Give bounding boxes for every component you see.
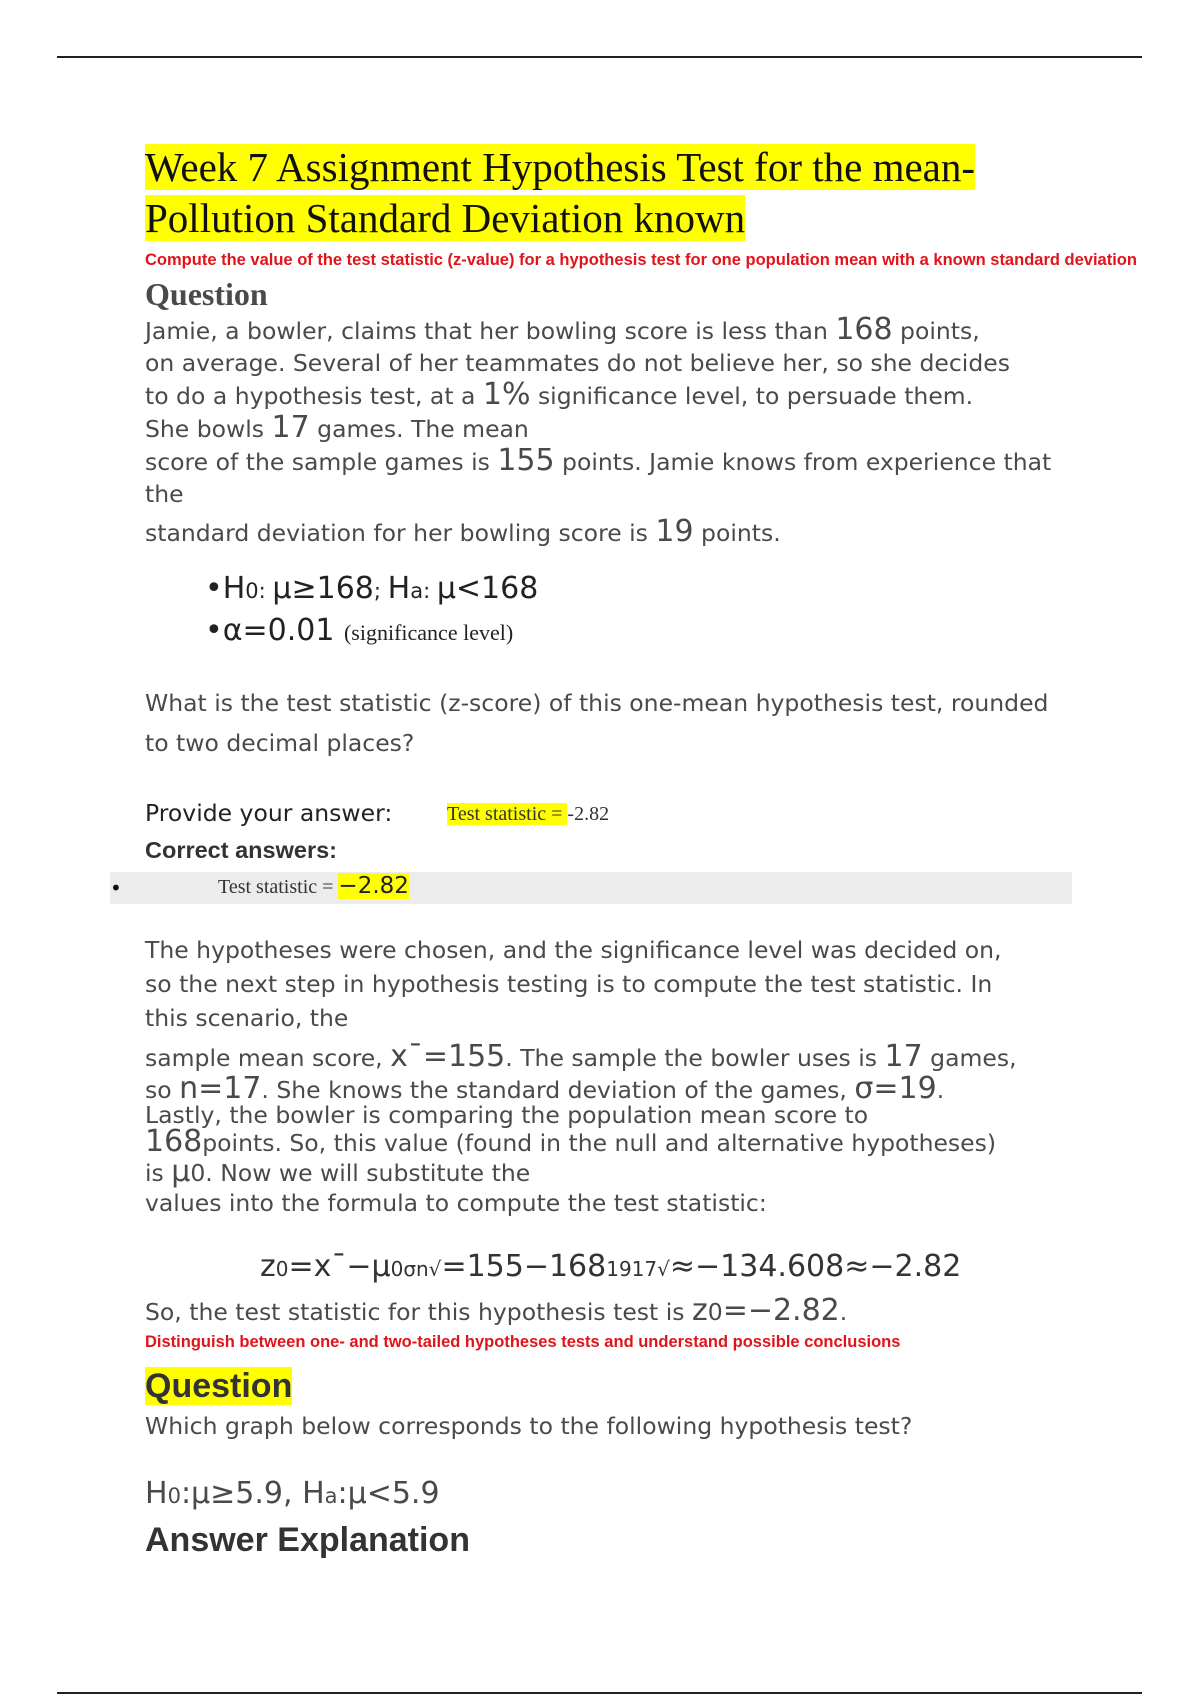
- bottom-rule: [57, 1692, 1142, 1694]
- question-heading: Question: [145, 276, 268, 312]
- correct-answer-value: Test statistic = −2.82: [218, 873, 409, 899]
- explanation: The hypotheses were chosen, and the significance level was decided on, so the next step in hypothesis testing is to compute the test statistic. In this scenario, the sample mean score, x¯=155. The sample the bowler uses is 17 games, so n=17. She knows the standard deviation of the games, σ=19. Lastly, the bowler is comparing the population mean score to 168points. So, this value (found in the null and alternative hypotheses) is μ0. Now we will substitute the values into the formula to compute the test statistic: z0=x¯−μ0σn√=155−1681917√≈−134.608≈−2.82 So, the test statistic for this hypothesis test is z0=−2.82. Distinguish between one- and two-tailed hypotheses tests and understand possible conclusions Question Which graph below corresponds to the following hypothesis test? H0:μ≥5.9, Ha:μ<5.9 Answer Explanation: [145, 933, 1145, 1560]
- provide-answer-label: Provide your answer:: [145, 799, 393, 827]
- correct-answers-label: Correct answers:: [145, 837, 337, 863]
- question-text: Jamie, a bowler, claims that her bowling score is less than 168 points, on average. Several of her teammates do not believe her, so she decides to do a hypothesis test, at a 1% significance level, to persuade them. She bowls 17 games. The mean score of the sample games is 155 points. Jamie knows from experience that the standard deviation for her bowling score is 19 points.: [145, 312, 1052, 549]
- title-line-2: Pollution Standard Deviation known: [145, 195, 746, 241]
- hypotheses-list: [205, 569, 1145, 653]
- provided-answer-row: [145, 799, 1145, 837]
- question-2-heading: Question: [145, 1367, 293, 1405]
- z-formula: z0=x¯−μ0σn√=155−1681917√≈−134.608≈−2.82: [260, 1249, 962, 1284]
- provided-answer-value: Test statistic = -2.82: [447, 803, 610, 825]
- bullet-icon: •: [110, 876, 122, 900]
- question-2-text: Which graph below corresponds to the following hypothesis test?: [145, 1412, 913, 1440]
- title-line-1: Week 7 Assignment Hypothesis Test for the mean-: [145, 144, 976, 190]
- significance-item: •α=0.01 (significance level): [205, 613, 514, 648]
- page-title: [145, 142, 1145, 244]
- top-rule: [57, 56, 1142, 58]
- learning-objective-1: Compute the value of the test statistic (z-value) for a hypothesis test for one population mean with a known standard deviation: [145, 251, 1137, 269]
- question-2-hypotheses: H0:μ≥5.9, Ha:μ<5.9: [145, 1476, 440, 1511]
- answer-explanation-heading: Answer Explanation: [145, 1521, 470, 1559]
- learning-objective-2: Distinguish between one- and two-tailed hypotheses tests and understand possible conclusions: [145, 1333, 901, 1351]
- document-body: [145, 142, 1145, 864]
- prompt: What is the test statistic (z-score) of this one-mean hypothesis test, rounded to two decimal places?: [145, 689, 1049, 757]
- conclusion: So, the test statistic for this hypothesis test is z0=−2.82.: [145, 1293, 848, 1328]
- hypotheses-item: •H0: μ≥168; Ha: μ<168: [205, 571, 539, 606]
